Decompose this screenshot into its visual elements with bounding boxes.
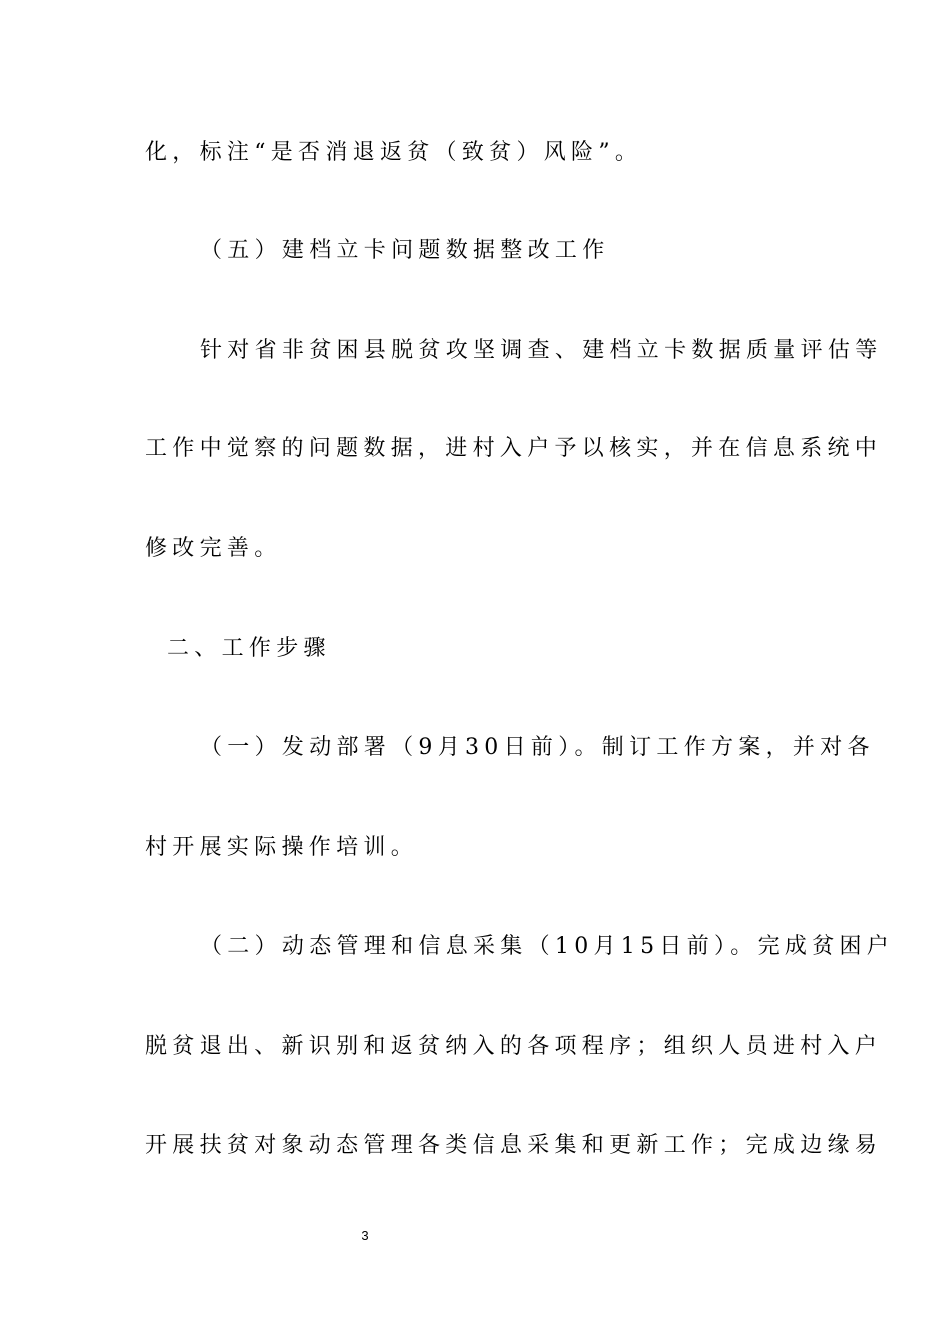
section-heading-2: 二、工作步骤 [167,636,331,661]
text-line-5: 修改完善。 [145,536,282,561]
text-line-10: 脱贫退出、新识别和返贫纳入的各项程序；组织人员进村入户 [145,1034,883,1059]
section-heading-5: （五）建档立卡问题数据整改工作 [200,238,610,263]
text-line-11: 开展扶贫对象动态管理各类信息采集和更新工作；完成边缘易 [145,1133,883,1158]
text-line-8: 村开展实际操作培训。 [145,835,419,860]
text-line-4: 工作中觉察的问题数据，进村入户予以核实，并在信息系统中 [145,436,883,461]
text-line-7: （一）发动部署（9月30日前）。制订工作方案，并对各 [200,735,875,760]
text-line-3: 针对省非贫困县脱贫攻坚调查、建档立卡数据质量评估等 [200,338,883,363]
text-line-9: （二）动态管理和信息采集（10月15日前）。完成贫困户 [200,934,895,959]
text-line-1: 化，标注“是否消退返贫（致贫）风险”。 [145,140,643,165]
page-number: 3 [361,1228,369,1243]
